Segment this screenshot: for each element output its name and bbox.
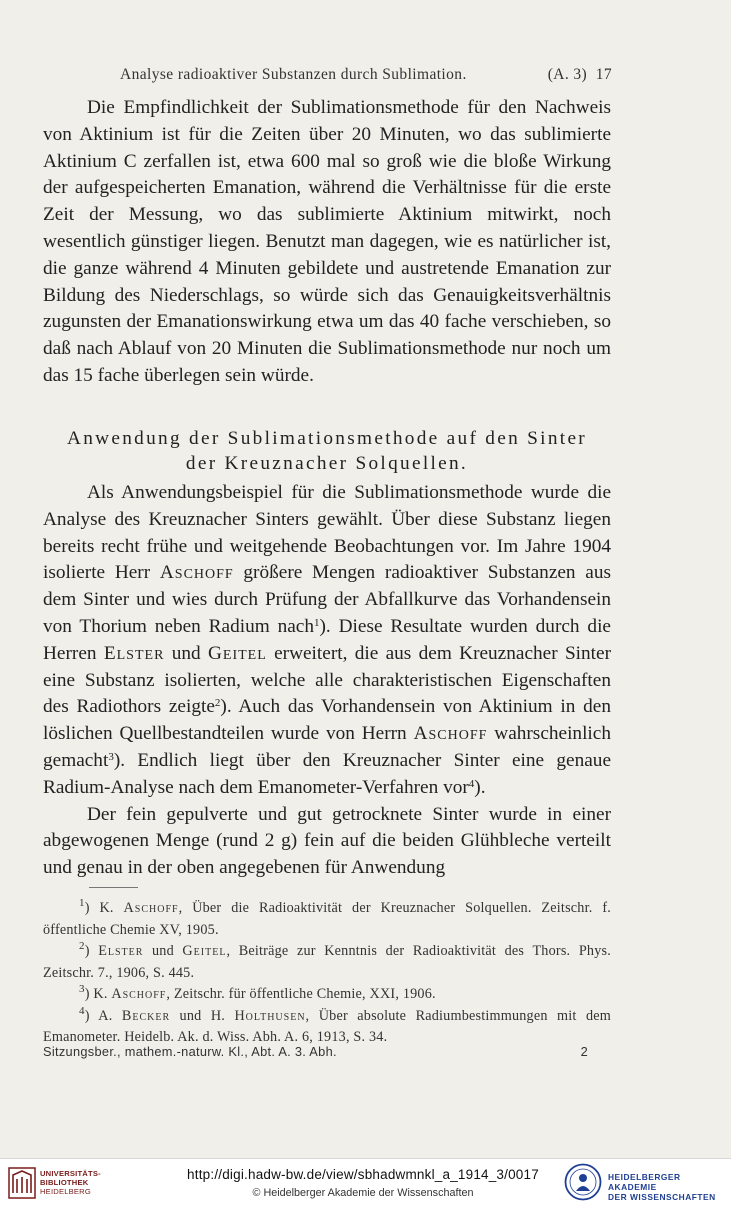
paragraph-application — [43, 480, 611, 882]
page-number: 17 — [595, 66, 612, 83]
footnotes — [43, 898, 611, 1049]
footnote: $^4$) A. Becker und H. Holthusen, Über absolute Radiumbestimmungen mit dem Emanometer. Heidelb. Ak. d. Wiss. Abh. A. 6, 1913, S. 34. — [43, 1004, 611, 1045]
paragraph-text: Als Anwendungsbeispiel für die Sublimationsmethode wurde die Analyse des Kreuznacher Sinters gewählt. Über diese Substanz liegen bereits recht frühe und weitgehende Beobachtungen vor. Im Jahre 1904 isolierte Herr Aschoff größere Mengen radioaktiver Substanzen aus dem Sinter und wies durch Prüfung der Abfallkurve das Vorhandensein von Thorium neben Radium nach$^1$). Diese Resultate wurden durch die Herren Elster und Geitel erweitert, die aus dem Kreuznacher Sinter eine Substanz isolierten, welche alle charakteristischen Eigenschaften des Radiothors zeigte$^2$). Auch das Vorhandensein von Aktinium in den löslichen Quellbestandteilen wurde von Herrn Aschoff wahrscheinlich gemacht$^3$). Endlich liegt über den Kreuznacher Sinter eine genaue Radium-Analyse nach dem Emanometer-Verfahren vor$^4$). — [43, 482, 611, 798]
viewer-footer — [0, 1158, 731, 1208]
footnote-ref: 4 — [468, 777, 475, 790]
author-name: Aschoff — [413, 723, 488, 745]
author-name: Elster — [103, 642, 165, 664]
copyright-notice: © Heidelberger Akademie der Wissenschaften — [252, 1187, 474, 1199]
footnote-ref: 2 — [214, 697, 221, 710]
author-name: Geitel — [207, 642, 267, 664]
running-head-title: Analyse radioaktiver Substanzen durch Sublimation. — [120, 66, 467, 83]
signature-line — [43, 1044, 588, 1059]
academy-name: HEIDELBERGER AKADEMIE DER WISSENSCHAFTEN — [608, 1172, 716, 1202]
footnote: $^1$) K. Aschoff, Über die Radioaktivität der Kreuznacher Solquellen. Zeitschr. f. öffentliche Chemie XV, 1905. — [43, 897, 611, 938]
signature-text: Sitzungsber., mathem.-naturw. Kl., Abt. A. 3. Abh. — [43, 1044, 337, 1059]
footnote: $^3$) K. Aschoff, Zeitschr. für öffentliche Chemie, XXI, 1906. — [79, 983, 436, 1002]
university-library-text: UNIVERSITÄTS- BIBLIOTHEK HEIDELBERG — [40, 1169, 101, 1196]
permalink-url[interactable]: http://digi.hadw-bw.de/view/sbhadwmnkl_a_1914_3/0017 — [187, 1167, 539, 1182]
running-head-section: (A. 3) — [547, 66, 588, 83]
academy-seal-icon[interactable] — [564, 1163, 602, 1201]
university-library-logo[interactable] — [8, 1165, 118, 1201]
section-heading-line1: Anwendung der Sublimationsmethode auf den Sinter — [66, 428, 588, 449]
running-head-right — [548, 66, 612, 84]
paragraph-sensitivity — [43, 95, 611, 390]
signature-number: 2 — [580, 1044, 588, 1059]
section-heading-line2: der Kreuznacher Solquellen. — [185, 453, 469, 474]
library-building-icon — [8, 1167, 36, 1199]
section-heading — [43, 426, 611, 476]
footnote-ref: 3 — [108, 750, 114, 763]
footnote-divider — [89, 887, 138, 888]
running-head — [120, 66, 612, 84]
footnote: $^2$) Elster und Geitel, Beiträge zur Kenntnis der Radioaktivität des Thors. Phys. Zeitschr. 7., 1906, S. 445. — [43, 940, 611, 981]
paragraph-text: Die Empfindlichkeit der Sublimationsmethode für den Nachweis von Aktinium ist für die Zeiten über 20 Minuten, wo das sublimierte Aktinium C zerfallen ist, etwa 600 mal so groß wie die bloße Wirkung der aufgespeicherten Emanation, während die Verhältnisse für die erste Zeit der Messung, wo das sublimierte Aktinium mitwirkt, noch wesentlich günstiger liegen. Benutzt man dagegen, wie es natürlicher ist, die ganze während 4 Minuten gebildete und austretende Emanation zur Bildung des Niederschlags, so würde sich das Genauigkeitsverhältnis zugunsten der Emanationswirkung etwa um das 40 fache verschieben, so daß nach Ablauf von 20 Minuten die Sublimationsmethode nur noch um das 15 fache überlegen sein würde. — [43, 97, 611, 386]
footnote-ref: 1 — [314, 616, 320, 629]
author-name: Aschoff — [159, 562, 234, 584]
paragraph-text: Der fein gepulverte und gut getrocknete Sinter wurde in einer abgewogenen Menge (rund 2 g) fein auf die beiden Glühbleche verteilt und genau in der oben angegebenen für Anwendung — [43, 803, 611, 879]
